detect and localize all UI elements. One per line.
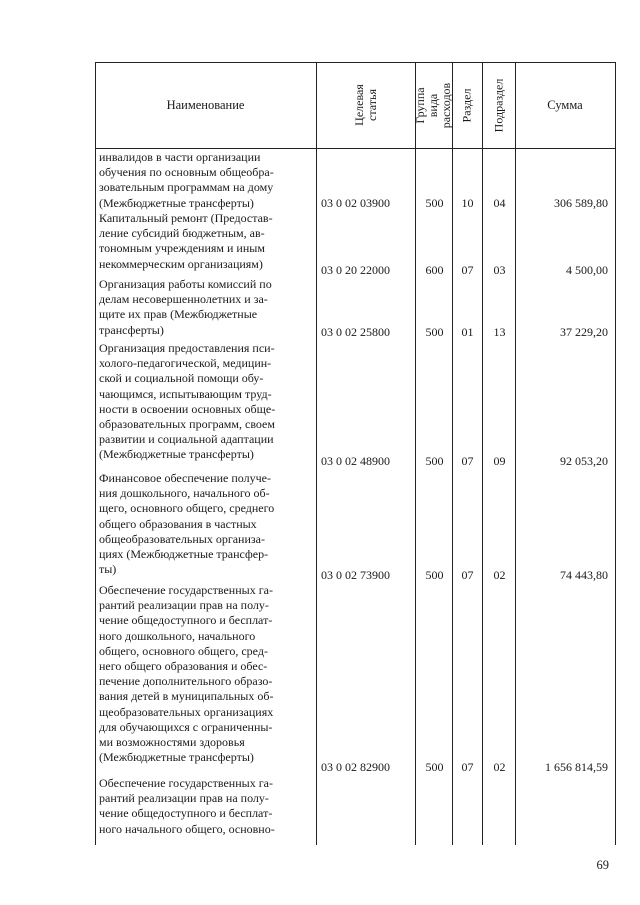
budget-table bbox=[95, 62, 616, 845]
header-subsection: Подраздел bbox=[491, 78, 506, 132]
header-target-article: Целевая статья bbox=[351, 84, 379, 126]
row-section: 07 bbox=[461, 454, 474, 468]
row-section: 07 bbox=[461, 263, 474, 277]
row-amount: 4 500,00 bbox=[566, 263, 608, 277]
row-section: 10 bbox=[461, 196, 474, 210]
row-amount: 1 656 814,59 bbox=[545, 760, 608, 774]
row-code: 03 0 02 03900 bbox=[321, 196, 390, 210]
row-group: 600 bbox=[425, 263, 444, 277]
row-subsection: 04 bbox=[493, 196, 506, 210]
column-divider bbox=[452, 62, 453, 845]
row-code: 03 0 02 48900 bbox=[321, 454, 390, 468]
row-name: Организация работы комиссий по делам несовершеннолетних и за- щите их прав (Межбюджетные трансферты) bbox=[99, 277, 272, 337]
row-subsection: 02 bbox=[493, 568, 506, 582]
header-expense-group: Группа вида расходов bbox=[413, 82, 453, 128]
row-group: 500 bbox=[425, 196, 444, 210]
row-section: 07 bbox=[461, 760, 474, 774]
row-name: Организация предоставления пси- холого-педагогической, медицин- ской и социальной помощи обу- чающимся, испытывающим труд- ности в освоении основных обще- образовательных программ, своем развитии и социальной адаптации (Межбюджетные трансферты) bbox=[99, 341, 276, 462]
header-section: Раздел bbox=[459, 88, 474, 122]
row-group: 500 bbox=[425, 325, 444, 339]
row-amount: 74 443,80 bbox=[560, 568, 608, 582]
row-section: 07 bbox=[461, 568, 474, 582]
row-subsection: 09 bbox=[493, 454, 506, 468]
column-divider bbox=[515, 62, 516, 845]
column-divider bbox=[482, 62, 483, 845]
row-amount: 37 229,20 bbox=[560, 325, 608, 339]
row-group: 500 bbox=[425, 568, 444, 582]
row-amount: 306 589,80 bbox=[554, 196, 608, 210]
row-code: 03 0 20 22000 bbox=[321, 263, 390, 277]
column-divider bbox=[415, 62, 416, 845]
table-border-right bbox=[615, 62, 616, 845]
row-code: 03 0 02 73900 bbox=[321, 568, 390, 582]
row-name: инвалидов в части организации обучения по основным общеобра- зовательным программам на дому (Межбюджетные трансферты) bbox=[99, 150, 274, 210]
header-name: Наименование bbox=[166, 97, 245, 112]
header-divider bbox=[95, 148, 616, 149]
row-amount: 92 053,20 bbox=[560, 454, 608, 468]
column-divider bbox=[316, 62, 317, 845]
table-border-left bbox=[95, 62, 96, 845]
row-name: Капитальный ремонт (Предостав- ление субсидий бюджетным, ав- тономным учреждениям и иным некоммерческим организациям) bbox=[99, 211, 273, 271]
row-code: 03 0 02 25800 bbox=[321, 325, 390, 339]
row-group: 500 bbox=[425, 454, 444, 468]
row-name: Обеспечение государственных га- рантий реализации прав на полу- чение общедоступного и бесплат- ного начального общего, основно- bbox=[99, 776, 275, 836]
row-subsection: 03 bbox=[493, 263, 506, 277]
row-section: 01 bbox=[461, 325, 474, 339]
page-number: 69 bbox=[596, 858, 609, 872]
row-name: Обеспечение государственных га- рантий реализации прав на полу- чение общедоступного и бесплат- ного дошкольного, начального общего, основного общего, сред- него общего образования и обес- печение дополнительного образо- вания детей в муниципальных об- щеобразовательных организациях для обучающихся с ограниченны- ми возможностями здоровья (Межбюджетные трансферты) bbox=[99, 583, 274, 765]
row-name: Финансовое обеспечение получе- ния дошкольного, начального об- щего, основного общего, среднего общего образования в частных общеобразовательных организа- циях (Межбюджетные трансфер- ты) bbox=[99, 471, 275, 577]
row-group: 500 bbox=[425, 760, 444, 774]
row-code: 03 0 02 82900 bbox=[321, 760, 390, 774]
header-amount: Сумма bbox=[547, 97, 583, 112]
row-subsection: 13 bbox=[493, 325, 506, 339]
row-subsection: 02 bbox=[493, 760, 506, 774]
